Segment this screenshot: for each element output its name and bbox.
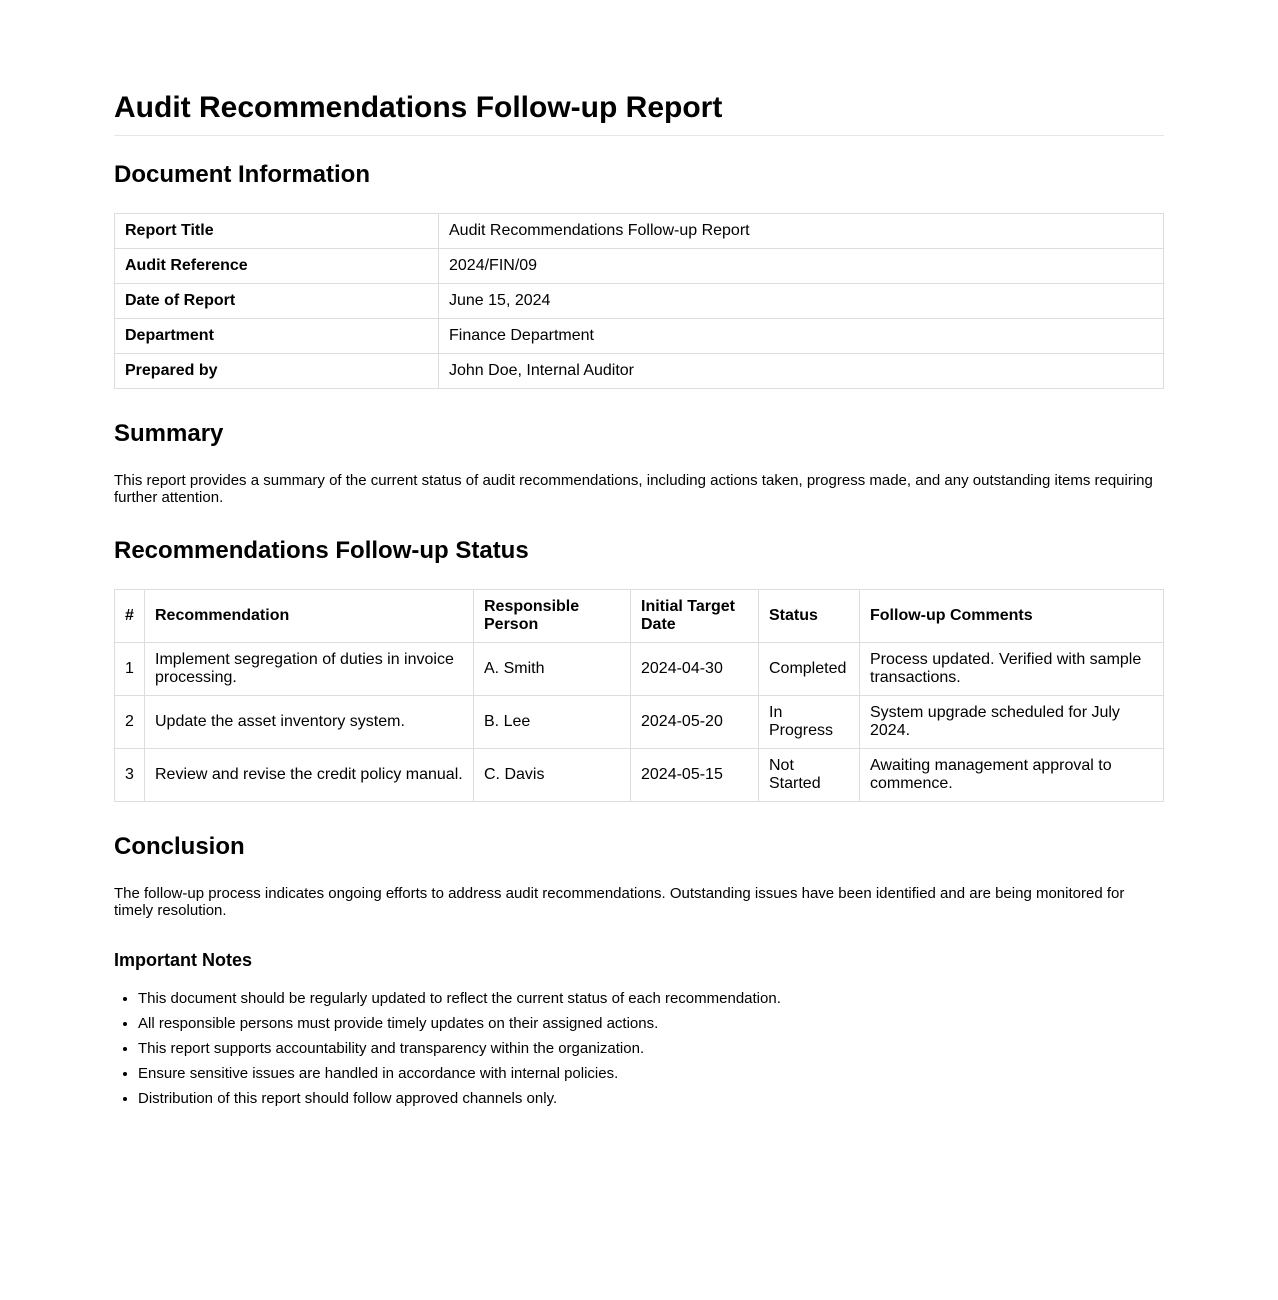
important-notes-heading: Important Notes bbox=[114, 950, 253, 970]
table-row bbox=[115, 354, 1164, 389]
status-cell: Completed bbox=[759, 643, 860, 696]
comments-cell: Process updated. Verified with sample transactions. bbox=[860, 643, 1164, 696]
info-value: John Doe, Internal Auditor bbox=[439, 354, 1164, 389]
info-label: Report Title bbox=[115, 214, 439, 249]
responsible-person-cell: B. Lee bbox=[474, 696, 631, 749]
row-number: 1 bbox=[115, 643, 145, 696]
column-header-target-date: Initial Target Date bbox=[631, 590, 759, 643]
table-row bbox=[115, 696, 1164, 749]
row-number: 3 bbox=[115, 749, 145, 802]
comments-cell: Awaiting management approval to commence. bbox=[860, 749, 1164, 802]
recommendations-heading: Recommendations Follow-up Status bbox=[114, 537, 529, 564]
recommendation-cell: Review and revise the credit policy manual. bbox=[145, 749, 474, 802]
recommendation-cell: Update the asset inventory system. bbox=[145, 696, 474, 749]
responsible-person-cell: A. Smith bbox=[474, 643, 631, 696]
info-value: Finance Department bbox=[439, 319, 1164, 354]
table-row bbox=[115, 249, 1164, 284]
info-value: 2024/FIN/09 bbox=[439, 249, 1164, 284]
target-date-cell: 2024-05-20 bbox=[631, 696, 759, 749]
table-row bbox=[115, 214, 1164, 249]
column-header-responsible-person: Responsible Person bbox=[474, 590, 631, 643]
column-header-status: Status bbox=[759, 590, 860, 643]
summary-heading: Summary bbox=[114, 420, 224, 447]
list-item: • This document should be regularly updated to reflect the current status of each recommendation. bbox=[138, 990, 1164, 1007]
table-row bbox=[115, 319, 1164, 354]
summary-text: This report provides a summary of the current status of audit recommendations, including actions taken, progress made, and any outstanding items requiring further attention. bbox=[114, 472, 1153, 506]
list-item: • Ensure sensitive issues are handled in accordance with internal policies. bbox=[138, 1065, 1164, 1082]
column-header-comments: Follow-up Comments bbox=[860, 590, 1164, 643]
document-information-heading: Document Information bbox=[114, 161, 370, 188]
column-header-number: # bbox=[115, 590, 145, 643]
page-title: Audit Recommendations Follow-up Report bbox=[114, 89, 1164, 136]
target-date-cell: 2024-05-15 bbox=[631, 749, 759, 802]
report-page bbox=[114, 0, 1164, 1107]
info-label: Prepared by bbox=[115, 354, 439, 389]
comments-cell: System upgrade scheduled for July 2024. bbox=[860, 696, 1164, 749]
info-label: Department bbox=[115, 319, 439, 354]
info-value: Audit Recommendations Follow-up Report bbox=[439, 214, 1164, 249]
list-item: • This report supports accountability and transparency within the organization. bbox=[138, 1040, 1164, 1057]
status-cell: Not Started bbox=[759, 749, 860, 802]
info-value: June 15, 2024 bbox=[439, 284, 1164, 319]
table-row bbox=[115, 284, 1164, 319]
info-label: Audit Reference bbox=[115, 249, 439, 284]
conclusion-heading: Conclusion bbox=[114, 833, 245, 860]
document-information-table bbox=[114, 213, 1164, 389]
list-item: • Distribution of this report should follow approved channels only. bbox=[138, 1090, 1164, 1107]
table-row bbox=[115, 643, 1164, 696]
column-header-recommendation: Recommendation bbox=[145, 590, 474, 643]
list-item: • All responsible persons must provide timely updates on their assigned actions. bbox=[138, 1015, 1164, 1032]
table-header-row bbox=[115, 590, 1164, 643]
recommendations-table bbox=[114, 589, 1164, 802]
recommendation-cell: Implement segregation of duties in invoice processing. bbox=[145, 643, 474, 696]
responsible-person-cell: C. Davis bbox=[474, 749, 631, 802]
info-label: Date of Report bbox=[115, 284, 439, 319]
important-notes-list bbox=[114, 990, 1164, 1107]
table-row bbox=[115, 749, 1164, 802]
row-number: 2 bbox=[115, 696, 145, 749]
target-date-cell: 2024-04-30 bbox=[631, 643, 759, 696]
status-cell: In Progress bbox=[759, 696, 860, 749]
conclusion-text: The follow-up process indicates ongoing efforts to address audit recommendations. Outstanding issues have been identified and are being monitored for timely resolution. bbox=[114, 885, 1125, 919]
